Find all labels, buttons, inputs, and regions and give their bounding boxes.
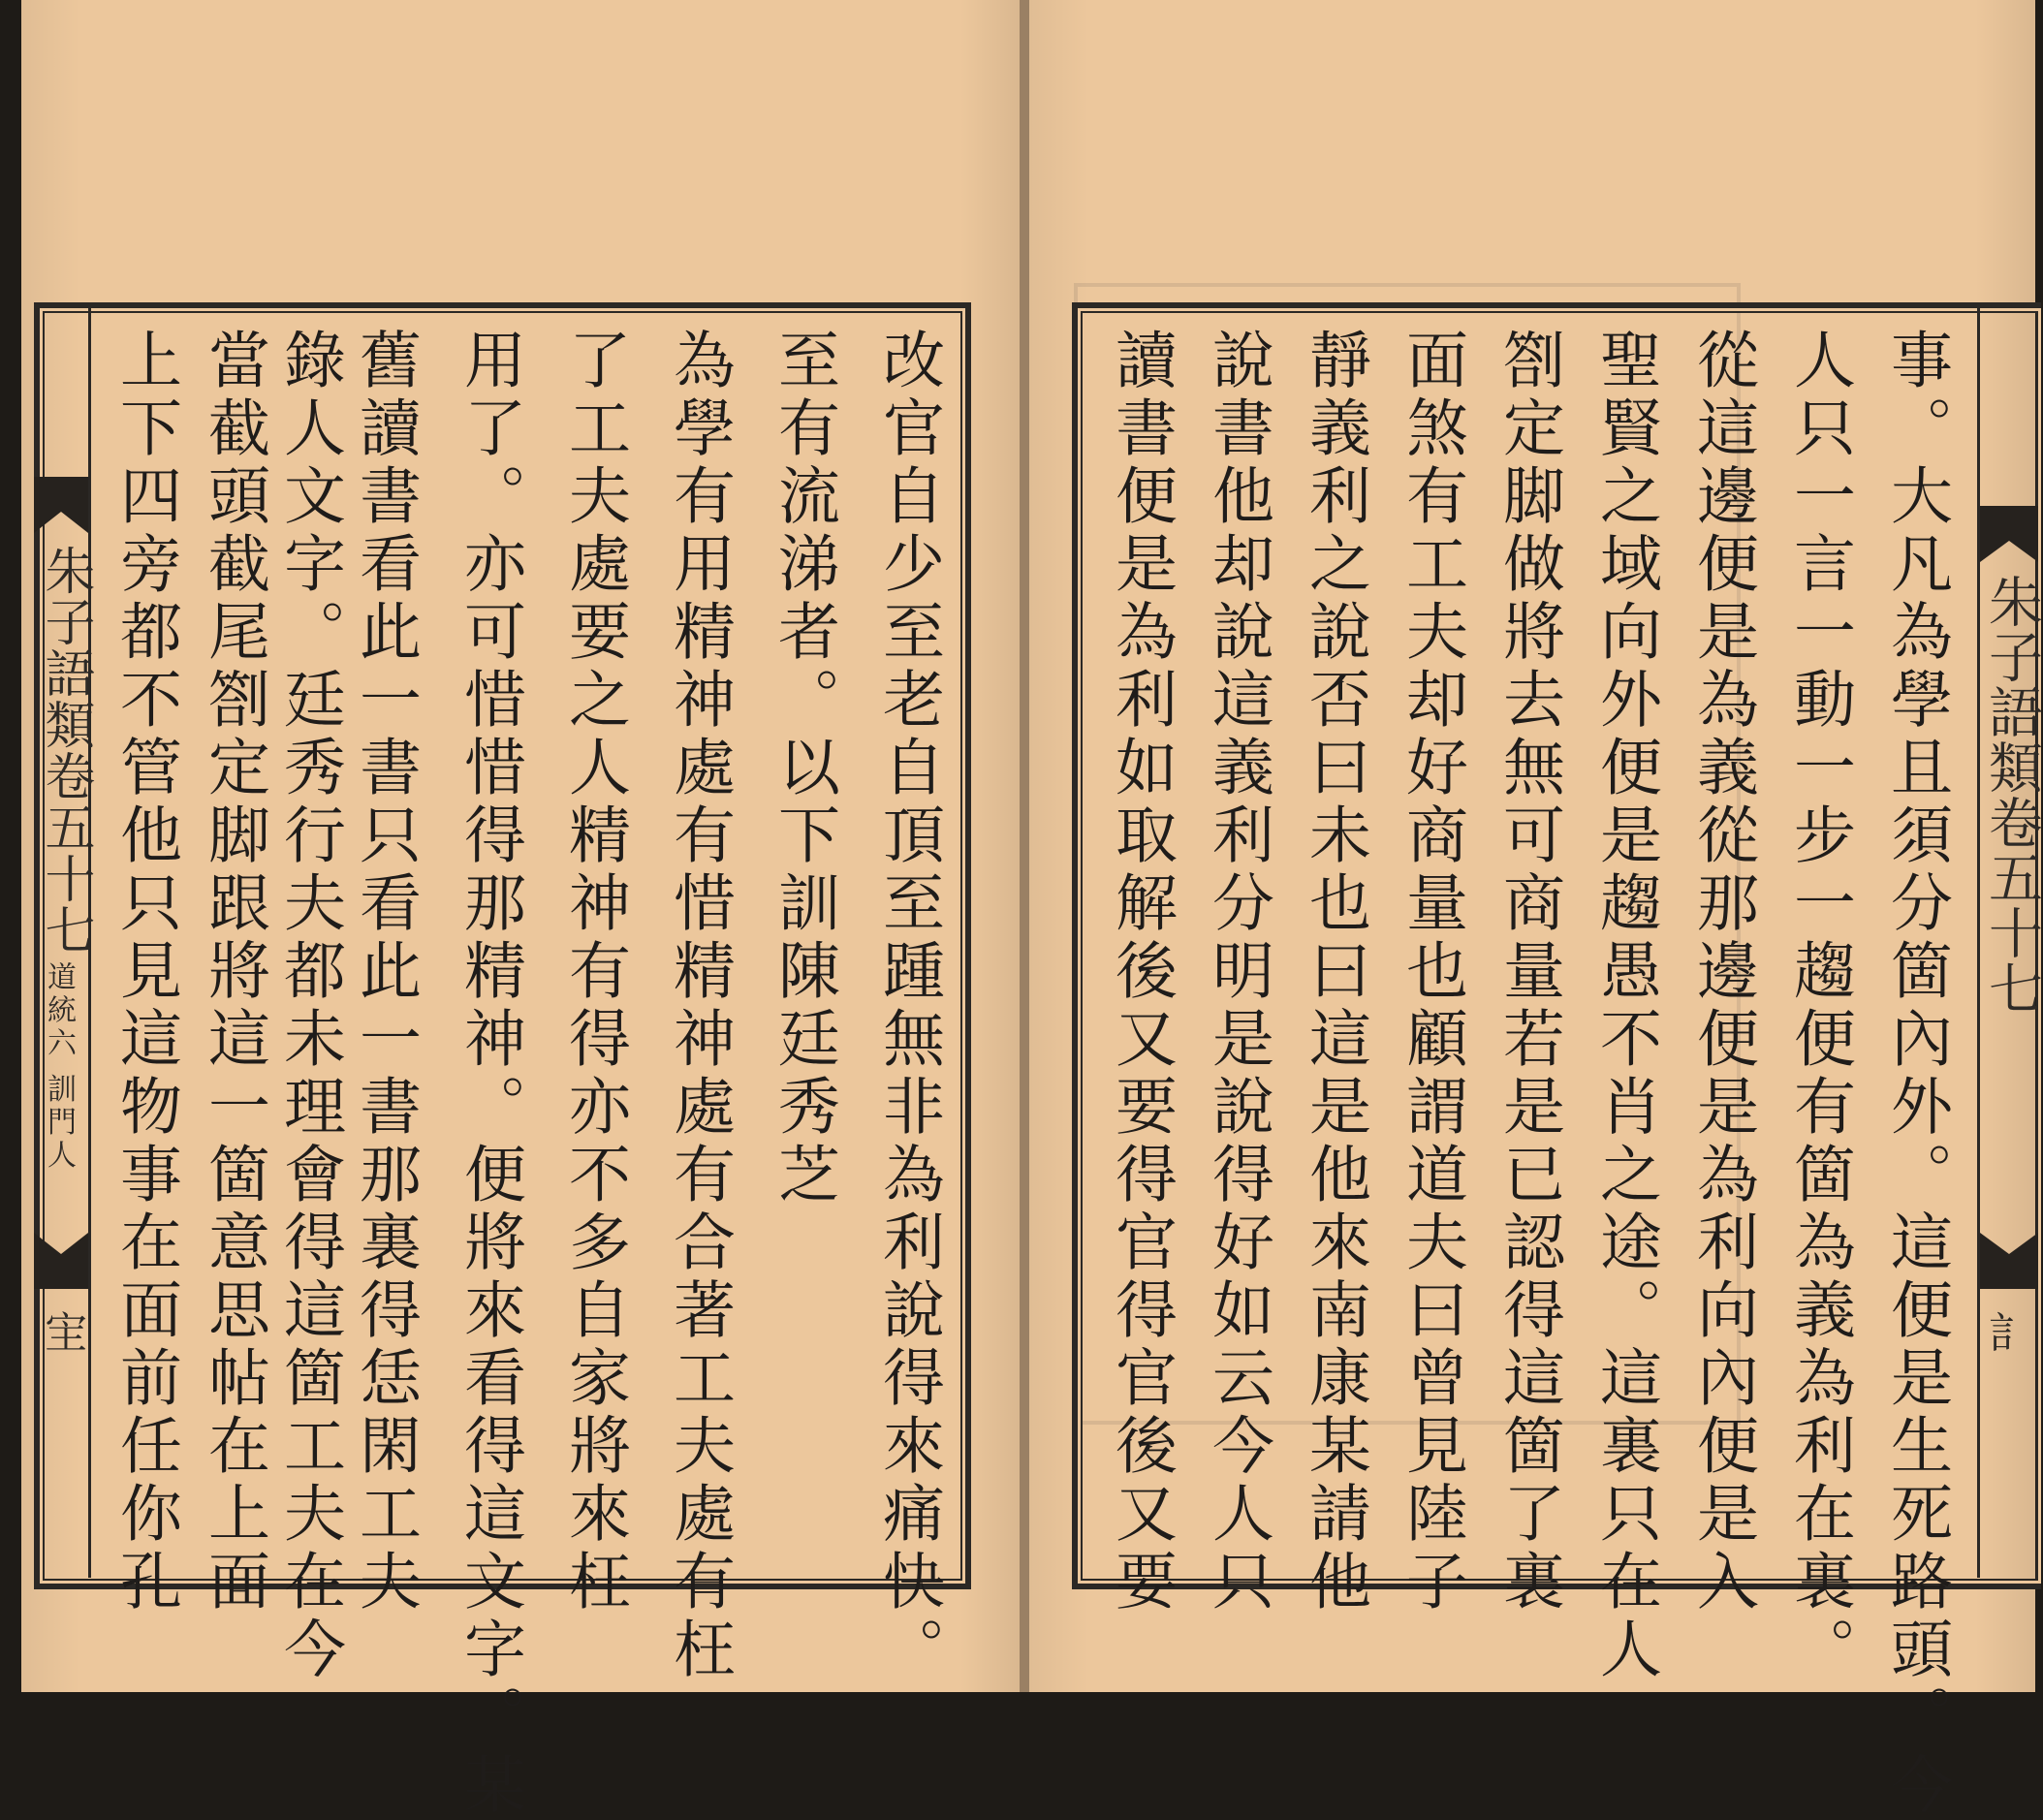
text-column-right-3: 從這邊便是為義從那邊便是為利向內便是入: [1686, 328, 1758, 1616]
book-gutter: [1020, 0, 1029, 1692]
text-column-left-8: 當截頭截尾劄定脚跟將這一箇意思帖在上面: [198, 328, 269, 1616]
block-title: 朱子語類卷五十七: [1980, 574, 2043, 1016]
text-column-right-8: 說書他却說這義利分明是說得好如云今人只: [1202, 328, 1273, 1616]
block-subtitle: 道統六 訓門人: [42, 961, 76, 1173]
text-column-right-5: 劄定脚做將去無可商量若是已認得這箇了裏: [1493, 328, 1564, 1616]
fishtail-mark-lower: [1980, 1233, 2038, 1289]
text-column-right-7: 靜義利之說否曰未也曰這是他來南康某請他: [1299, 328, 1370, 1616]
fishtail-mark-lower: [34, 1233, 88, 1289]
text-column-left-2: [768, 328, 839, 1558]
text-column-left-6: 舊讀書看此一書只看此一書那裏得恁閑工夫: [349, 328, 421, 1616]
text-segment: 至有流涕者。以下訓陳廷秀芝: [768, 328, 839, 1209]
block-page-number: 宔: [37, 1310, 86, 1353]
text-column-left-5: 用了。亦可惜惜得那精神。便將來看得這文字。某: [454, 328, 525, 1820]
text-column-right-9: 讀書便是為利如取解後又要得官得官後又要: [1105, 328, 1177, 1616]
block-title: 朱子語類卷五十七: [36, 545, 94, 956]
text-column-left-4: 了工夫處要之人精神有得亦不多自家將來枉: [558, 328, 630, 1616]
text-column-left-9: 上下四旁都不管他只見這物事在面前任你孔: [110, 328, 181, 1616]
text-column-right-4: 聖賢之域向外便是趨愚不肖之途。這裏只在人: [1589, 328, 1661, 1684]
right-block-center: [1977, 302, 2043, 1578]
text-column-left-7: 錄人文字。廷秀行夫都未理會得這箇工夫在今: [273, 328, 345, 1684]
text-column-right-1: 事。大凡為學且須分箇內外。這便是生死路頭。今: [1880, 328, 1952, 1820]
text-column-right-2: 人只一言一動一步一趨便有箇為義為利在裏。: [1783, 328, 1855, 1684]
text-column-left-3: 為學有用精神處有惜精神處有合著工夫處有枉: [663, 328, 735, 1684]
text-column-left-1: 改官自少至老自頂至踵無非為利說得來痛快。: [872, 328, 944, 1684]
fishtail-mark-upper: [1980, 506, 2038, 562]
block-page-number: 訁: [1981, 1310, 2030, 1353]
left-block-center: [34, 302, 94, 1578]
fishtail-mark-upper: [34, 477, 88, 533]
text-column-right-6: 面煞有工夫却好商量也顧謂道夫曰曾見陸子: [1396, 328, 1467, 1616]
